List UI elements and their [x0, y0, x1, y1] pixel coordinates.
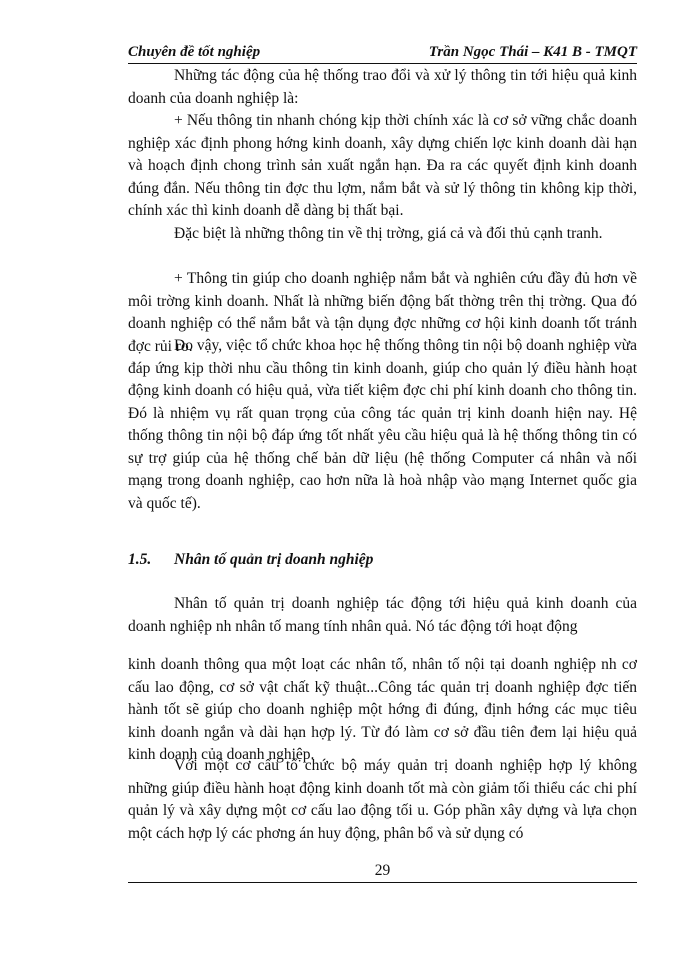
paragraph-organizational-structure: Với một cơ cấu tổ chức bộ máy quản trị doanh nghiệp hợp lý không những giúp điều hành hoạt động kinh doanh tốt mà còn giảm tối thiểu các chi phí quản lý và xây dựng một cơ cấu lao động tối u. Góp phần xây dựng và lựa chọn một cách hợp lý các phơng án huy động, phân bổ và sử dụng có — [128, 757, 637, 842]
section-number: 1.5. — [128, 551, 152, 568]
paragraph-internal-information-system: Do vậy, việc tổ chức khoa học hệ thống thông tin nội bộ doanh nghiệp vừa đáp ứng kịp thời nhu cầu thông tin kinh doanh, giúp cho quản lý điều hành hoạt động kinh doanh có hiệu quả, vừa tiết kiệm đợc chi phí kinh doanh cho thông tin. Đó là nhiệm vụ rất quan trọng của công tác quản trị kinh doanh hiện nay. Hệ thống thông tin nội bộ đáp ứng tốt nhất yêu cầu hiệu quả là hệ thống thông tin có sự trợ giúp của hệ thống chế bản dữ liệu (hệ thống Computer cá nhân và nối mạng trong doanh nghiệp, cao hơn nữa là hoà nhập vào mạng Internet quốc gia và quốc tế). — [128, 337, 637, 512]
section-title: Nhân tố quản trị doanh nghiệp — [174, 551, 374, 568]
section-heading — [128, 549, 637, 571]
paragraph-business-environment: + Thông tin giúp cho doanh nghiệp nắm bắt và nghiên cứu đầy đủ hơn về môi trờng kinh doanh. Nhất là những biến động bất thờng trên thị trờng. Qua đó doanh nghiệp có thể nắm bắt và tận dụng đợc những cơ hội kinh doanh tốt tránh đợc rủi ro. — [128, 270, 637, 355]
paragraph-management-factor: Nhân tố quản trị doanh nghiệp tác động tới hiệu quả kinh doanh của doanh nghiệp nh nhân tố mang tính nhân quả. Nó tác động tới hoạt động — [128, 595, 637, 635]
header-document-type: Chuyên đề tốt nghiệp — [128, 44, 261, 60]
header-divider — [128, 63, 637, 64]
page-number: 29 — [374, 862, 391, 879]
paragraph-intro: Những tác động của hệ thống trao đổi và xử lý thông tin tới hiệu quả kinh doanh của doanh nghiệp là: — [128, 67, 637, 107]
footer-divider — [128, 882, 637, 883]
paragraph-management-continuation: kinh doanh thông qua một loạt các nhân tố, nhân tố nội tại doanh nghiệp nh cơ cấu lao động, cơ sở vật chất kỹ thuật...Công tác quản trị doanh nghiệp đợc tiến hành tốt sẽ giúp cho doanh nghiệp một hớng đi đúng, định hớng các mục tiêu kinh doanh ngắn và dài hạn hợp lý. Từ đó làm cơ sở đầu tiên đem lại hiệu quả kinh doanh của doanh nghiệp. — [128, 656, 637, 763]
paragraph-timely-information: + Nếu thông tin nhanh chóng kịp thời chính xác là cơ sở vững chắc doanh nghiệp xác định phong hớng kinh doanh, xây dựng chiến lợc kinh doanh dài hạn và hoạch định chong trình sản xuất ngắn hạn. Đa ra các quyết định kinh doanh đúng đắn. Nếu thông tin đợc thu lợm, nắm bắt và sử lý thông tin không kịp thời, chính xác thì kinh doanh dễ dàng bị thất bại. — [128, 112, 637, 219]
header-author: Trần Ngọc Thái – K41 B - TMQT — [428, 44, 637, 60]
page-header — [128, 40, 637, 62]
paragraph-market-information: Đặc biệt là những thông tin về thị trờng, giá cả và đối thủ cạnh tranh. — [174, 225, 603, 242]
